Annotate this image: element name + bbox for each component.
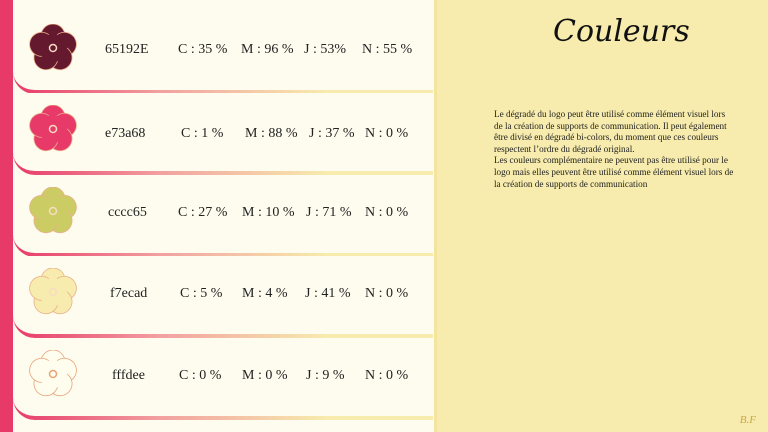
description-paragraph-2: Les couleurs complémentaire ne peuvent pas être utilisé pour le logo mais elles peuvent être utilisé comme élément visuel lors de la création de supports de communication bbox=[494, 155, 734, 189]
cmjn-n-value: N : 0 % bbox=[365, 286, 409, 301]
accent-bar bbox=[0, 0, 13, 432]
signature: B.F bbox=[739, 414, 756, 426]
cmjn-j-value: J : 9 % bbox=[306, 368, 345, 383]
flower-icon bbox=[29, 24, 77, 72]
panel-description bbox=[494, 109, 734, 190]
cmjn-m-value: M : 0 % bbox=[242, 368, 288, 383]
cmjn-c-value: C : 0 % bbox=[179, 368, 222, 383]
cmjn-j-value: J : 53% bbox=[304, 42, 346, 57]
hex-code: f7ecad bbox=[110, 286, 148, 301]
color-row bbox=[13, 93, 437, 174]
cmjn-c-value: C : 27 % bbox=[178, 205, 228, 220]
cmjn-j-value: J : 41 % bbox=[305, 286, 351, 301]
panel-title: Couleurs bbox=[553, 14, 690, 49]
cmjn-j-value: J : 37 % bbox=[309, 126, 355, 141]
cmjn-m-value: M : 10 % bbox=[242, 205, 295, 220]
info-panel bbox=[437, 0, 768, 432]
color-row bbox=[13, 12, 437, 93]
color-row bbox=[13, 256, 437, 337]
flower-icon bbox=[29, 187, 77, 235]
cmjn-j-value: J : 71 % bbox=[306, 205, 352, 220]
flower-icon bbox=[29, 350, 77, 398]
cmjn-m-value: M : 96 % bbox=[241, 42, 294, 57]
hex-code: fffdee bbox=[112, 368, 145, 383]
hex-code: cccc65 bbox=[108, 205, 147, 220]
description-paragraph-1: Le dégradé du logo peut être utilisé comme élément visuel lors de la création de supports de communication. Il peut également être divisé en dégradé bi-colors, du moment que ces couleurs respectent l’ordre du dégradé original. bbox=[494, 109, 727, 154]
cmjn-m-value: M : 88 % bbox=[245, 126, 298, 141]
cmjn-c-value: C : 35 % bbox=[178, 42, 228, 57]
cmjn-n-value: N : 55 % bbox=[362, 42, 413, 57]
cmjn-n-value: N : 0 % bbox=[365, 205, 409, 220]
cmjn-c-value: C : 5 % bbox=[180, 286, 223, 301]
cmjn-n-value: N : 0 % bbox=[365, 368, 409, 383]
hex-code: 65192E bbox=[105, 42, 149, 57]
cmjn-m-value: M : 4 % bbox=[242, 286, 288, 301]
flower-icon bbox=[29, 105, 77, 153]
color-row bbox=[13, 338, 437, 419]
cmjn-c-value: C : 1 % bbox=[181, 126, 224, 141]
color-row bbox=[13, 175, 437, 256]
cmjn-n-value: N : 0 % bbox=[365, 126, 409, 141]
hex-code: e73a68 bbox=[105, 126, 146, 141]
flower-icon bbox=[29, 268, 77, 316]
